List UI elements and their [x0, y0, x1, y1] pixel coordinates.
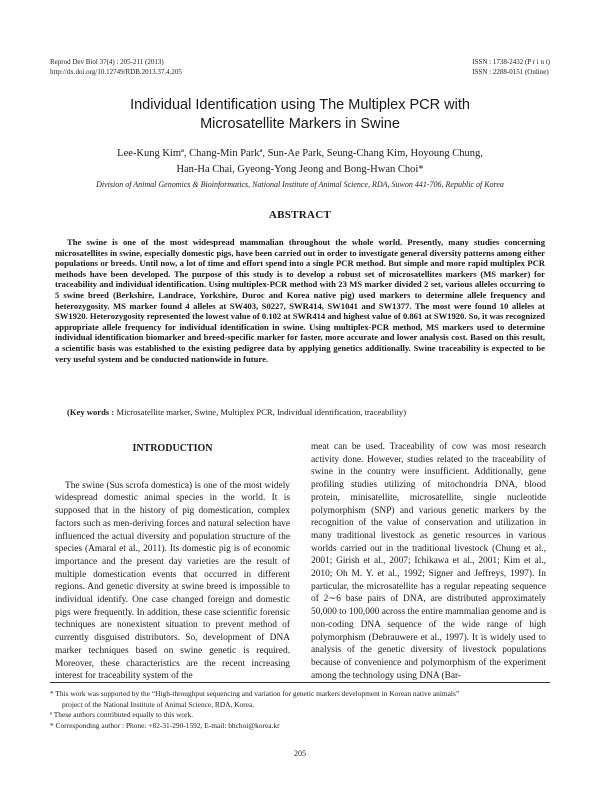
journal-citation: Reprod Dev Biol 37(4) : 205-211 (2013): [50, 58, 164, 66]
footnotes: [50, 689, 550, 731]
issn-print: ISSN : 1738-2432 (P r i n t): [472, 58, 550, 66]
keywords: [67, 407, 547, 418]
left-column: [55, 441, 290, 683]
abstract-body: The swine is one of the most widespread mammalian throughout the whole world. Presently, many studies concerning microsatellites in swine, especially domestic pigs, have been carried out in order to investigate general diversity patterns among either populations or breeds. Until now, a lot of time and effort spend into a single PCR method. But simple and more rapid multiplex PCR methods have been developed. The purpose of this study is to develop a robust set of microsatellites markers (MS marker) for traceability and individual identification. Using multiplex-PCR method with 23 MS marker divided 2 set, various alleles occurring to 5 swine breed (Berkshire, Landrace, Yorkshire, Duroc and Korea native pig) used markers to determine allele frequency and heterozygosity. MS marker found 4 alleles at SW403, S0227, SWR414, SW1041 and SW1377. The most were found 10 alleles at SW1920. Heterozygosity represented the lowest value of 0.102 at SWR414 and highest value of 0.861 at SW1920. So, it was recognized appropriate allele frequency for individual identification in swine. Using multiplex-PCR method, MS markers used to determine individual identification biomarker and breed-specific marker for faster, more accurate and lower analysis cost. Based on this result, a scientific basis was established to the existing pedigree data by applying genetics additionally. Swine traceability is expected to be very useful system and be conducted nationwide in future.: [55, 237, 545, 364]
article-title: [60, 96, 540, 134]
title-line-2: Microsatellite Markers in Swine: [200, 116, 400, 132]
introduction-heading: INTRODUCTION: [132, 443, 213, 454]
equal-contribution-note: ª These authors contributed equally to this work.: [50, 710, 194, 719]
title-line-1: Individual Identification using The Multiplex PCR with: [130, 97, 470, 113]
doi-link[interactable]: http://dx.doi.org/10.12749/RDB.2013.37.4.205: [50, 67, 182, 76]
authors-line-2: Han-Ha Chai, Gyeong-Yong Jeong and Bong-Hwan Choi*: [176, 164, 424, 175]
issn-online: ISSN : 2288-0151 (Online): [472, 67, 549, 76]
author-list: [70, 146, 530, 178]
abstract-heading: ABSTRACT: [268, 209, 332, 221]
keywords-label: (Key words :: [67, 407, 115, 417]
page-number: 205: [294, 749, 306, 758]
authors-line-1: Lee-Kung Kimª, Chang-Min Parkª, Sun-Ae Park, Seung-Chang Kim, Hoyoung Chung,: [117, 148, 483, 159]
right-column: [311, 441, 546, 682]
journal-header-left: [50, 58, 182, 77]
funding-note-continued: project of the National Institute of Animal Science, RDA, Korea.: [62, 699, 255, 709]
affiliation: Division of Animal Genomics & Bioinformatics, National Institute of Animal Science, RDA, Suwon 441-706, Republic of Korea: [96, 180, 504, 189]
introduction-paragraph-right: meat can be used. Traceability of cow was most research activity done. However, studies related to the traceability of swine in the country were insufficient. Additionally, gene profiling studies utilizing of mitochondria DNA, blood protein, minisatellite, microsatellite, single nucleotide polymorphism (SNP) and various genetic markers by the recognition of the value of conservation and utilization in many traditional livestock as genetic resources in various worlds carried out in the traditional livestock (Chung et al., 2001; Girish et al., 2007; Ichikawa et al., 2001; Kim et al., 2010; Oh M. Y. et al., 1992; Signer and Jeffreys, 1997). In particular, the microsatellite has a regular repeating sequence of 2∼6 base pairs of DNA, are distributed approximately 50,000 to 100,000 across the entire mammalian genome and is non-coding DNA sequence of the wide range of high polymorphism (Debrauwere et al., 1997). It is widely used to analysis of the genetic diversity of livestock populations because of convenience and polymorphism of the experiment among the technology using DNA (Bar-: [311, 442, 546, 681]
keywords-value: Microsatellite marker, Swine, Multiplex PCR, Individual identification, traceability): [116, 407, 407, 417]
corresponding-author-note: * Corresponding author : Phone: +82-31-290-1592, E-mail: bhchoi@korea.kr: [50, 720, 280, 730]
journal-header-right: [472, 58, 550, 77]
footnote-divider: [50, 682, 550, 683]
funding-note: * This work was supported by the “High-throughput sequencing and variation for genetic markers development in Korean native animals”: [50, 689, 460, 698]
introduction-paragraph-left: The swine (Sus scrofa domestica) is one of the most widely widespread domestic animal species in the world. It is supposed that in the history of pig domestication, complex factors such as men-deriving forces and natural selection have influenced the actual diversity and population structure of the species (Amaral et al., 2011). Its domestic pig is of economic importance and the present day varieties are the result of multiple domestication events that occurred in different regions. And genetic diversity at swine breed is impossible to individual identify. One case changed foreign and domestic pigs were frequently. In addition, these case scientific forensic techniques are nonexistent situation to prevent method of currently disguised distributors. So, development of DNA marker techniques based on swine genetic is required. Moreover, these characteristics are the recent increasing interest for traceability system of the: [55, 480, 290, 682]
